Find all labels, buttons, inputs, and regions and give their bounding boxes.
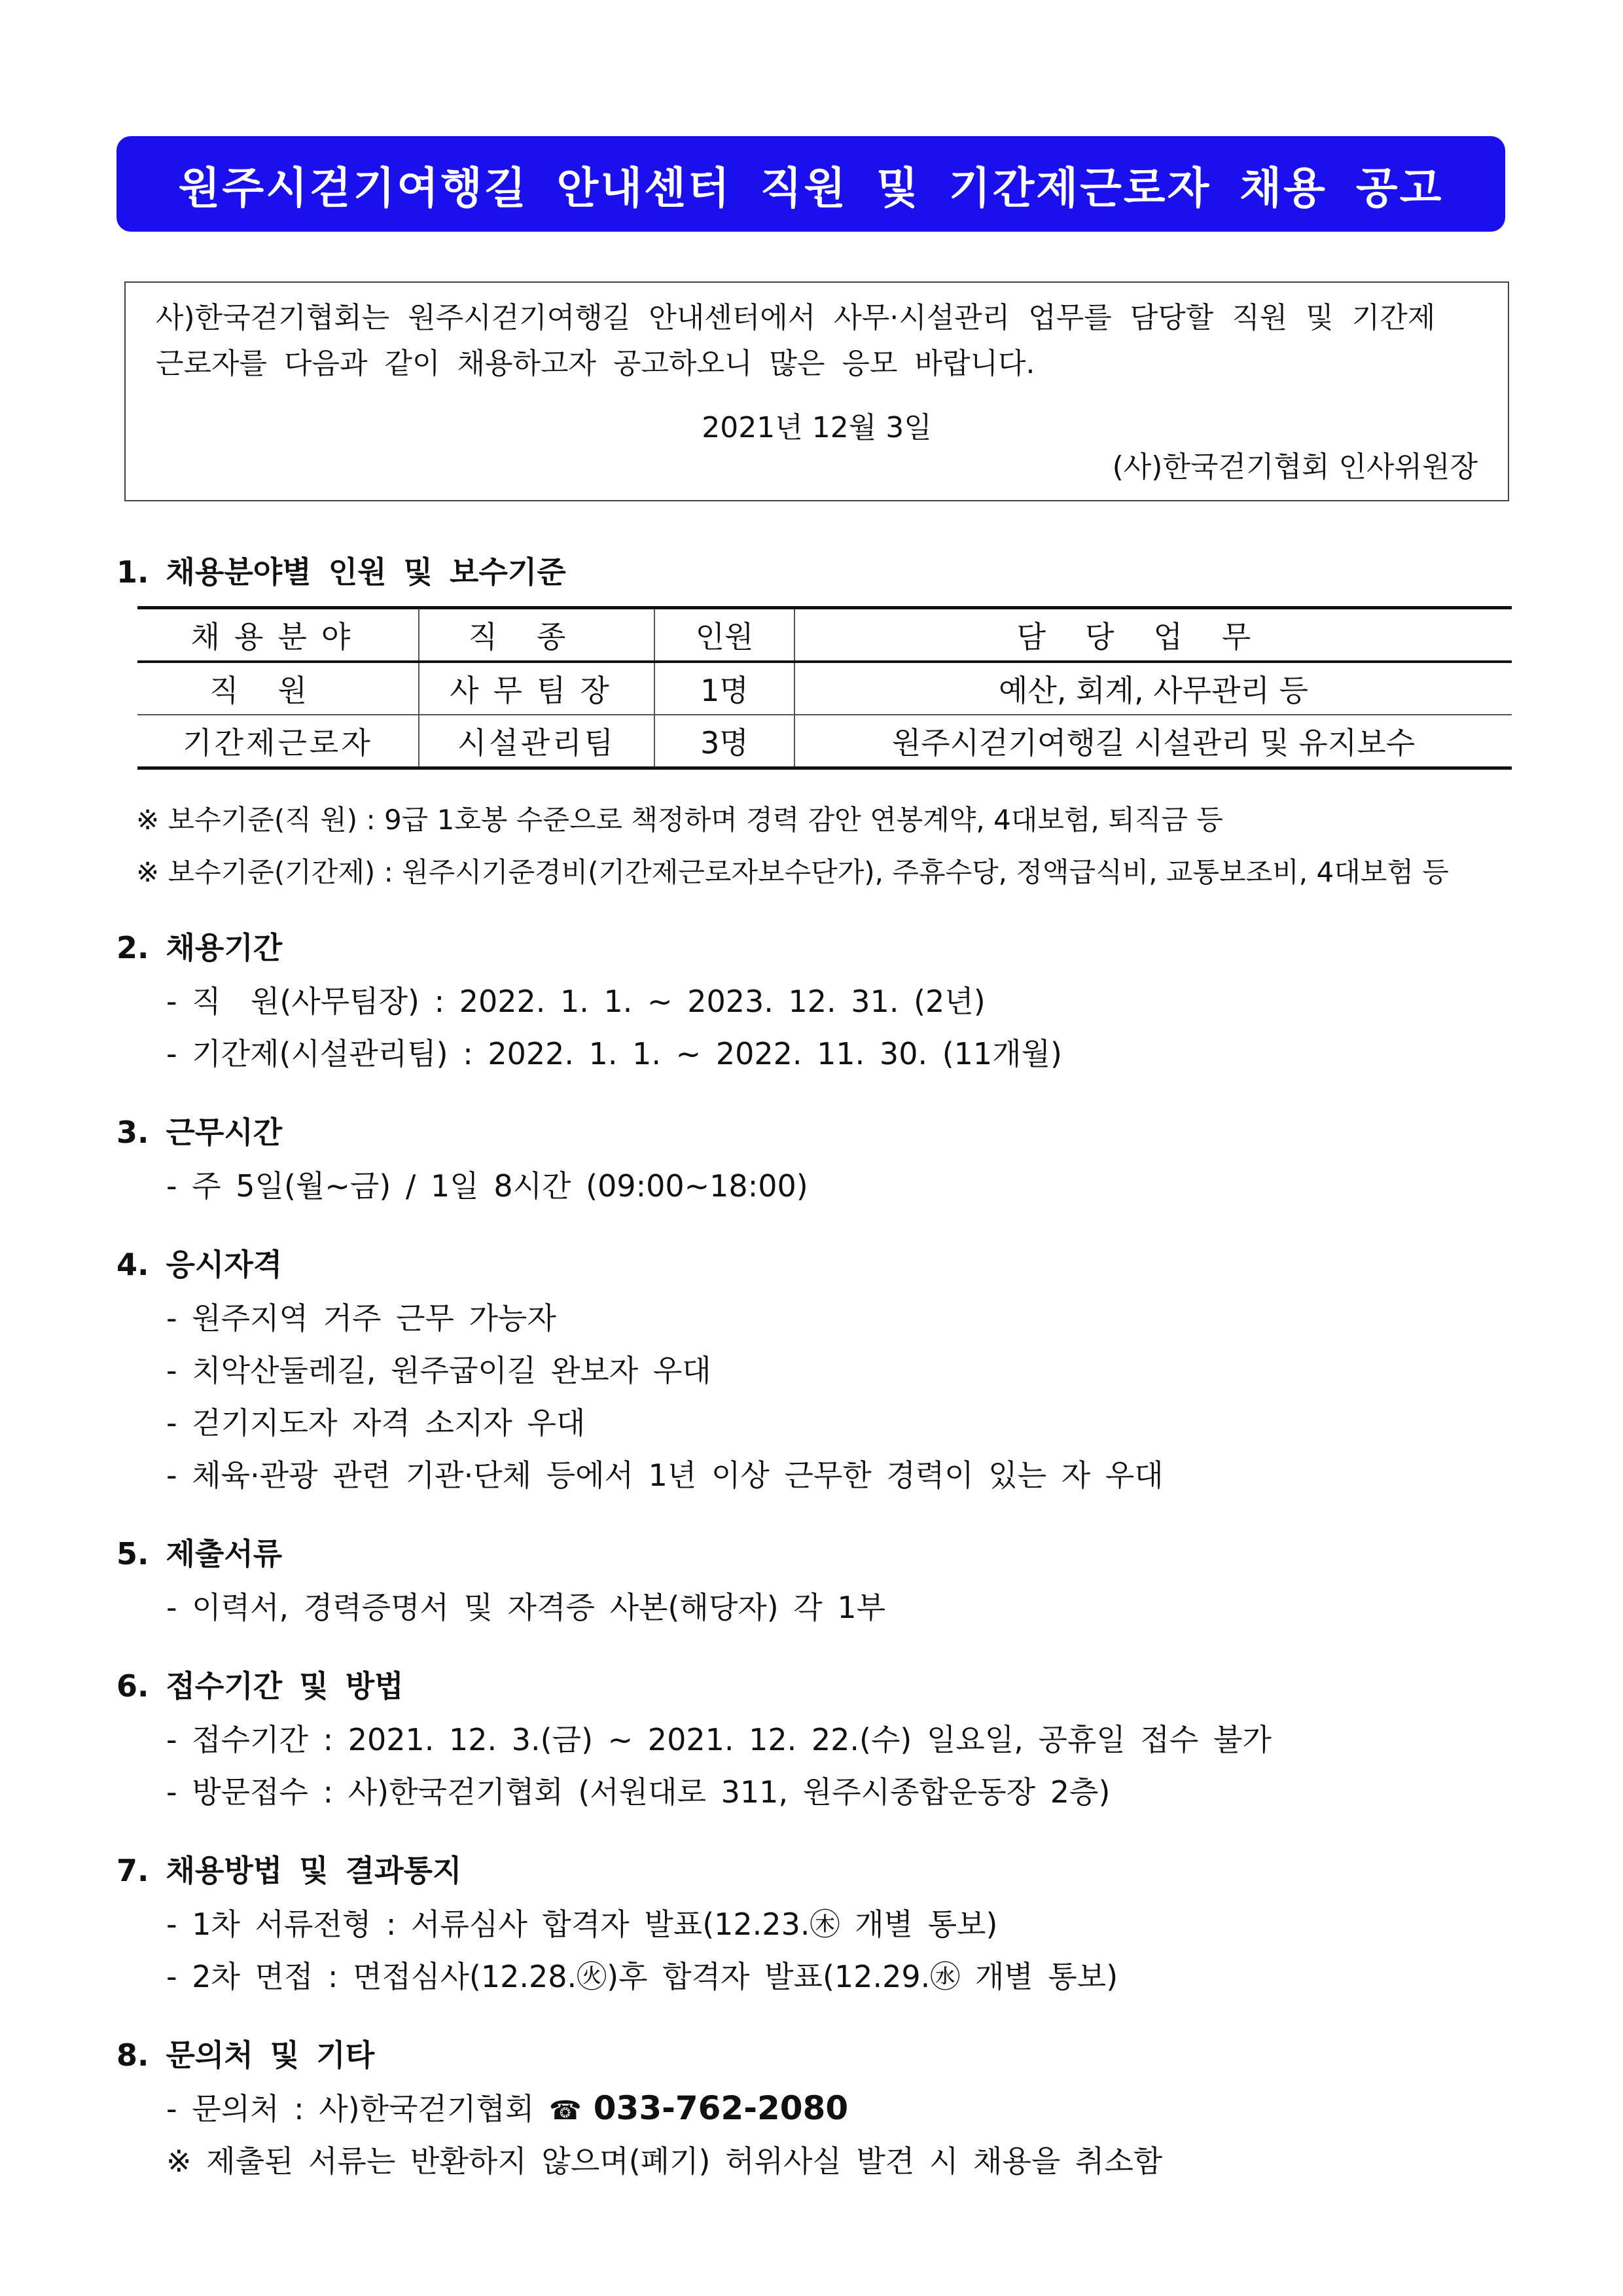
list-item: - 직 원(사무팀장) : 2022. 1. 1. ~ 2023. 12. 31. (2년) (166, 984, 986, 1019)
phone-number[interactable]: 033-762-2080 (593, 2089, 849, 2127)
announcement-date: 2021년 12월 3일 (702, 411, 932, 444)
cell-duties: 원주시걷기여행길 시설관리 및 유지보수 (794, 715, 1512, 768)
header-duties: 담당업무 (794, 608, 1512, 662)
list-item: - 체육·관광 관련 기관·단체 등에서 1년 이상 근무한 경력이 있는 자 우대 (166, 1458, 1164, 1493)
intro-box (124, 281, 1509, 501)
section-heading-2: 2. 채용기간 (116, 930, 283, 965)
header-job-type: 직종 (419, 608, 654, 662)
signatory: (사)한국걷기협회 인사위원장 (1112, 450, 1478, 484)
cell-duties: 예산, 회계, 사무관리 등 (794, 662, 1512, 715)
cell-job-type: 시설관리팀 (419, 715, 654, 768)
list-item: - 치악산둘레길, 원주굽이길 완보자 우대 (166, 1353, 711, 1388)
cell-field: 직원 (137, 662, 419, 715)
section-heading-5: 5. 제출서류 (116, 1536, 283, 1571)
header-field: 채용분야 (137, 608, 419, 662)
cell-headcount: 3명 (654, 715, 794, 768)
section-heading-7: 7. 채용방법 및 결과통지 (116, 1853, 462, 1888)
telephone-icon: ☎ (548, 2096, 582, 2126)
section-heading-8: 8. 문의처 및 기타 (116, 2037, 375, 2073)
list-item: - 방문접수 : 사)한국걷기협회 (서원대로 311, 원주시종합운동장 2층) (166, 1774, 1111, 1810)
contact-label: - 문의처 : 사)한국걷기협회 (166, 2091, 535, 2126)
contact-line (166, 2085, 848, 2128)
table-row (137, 662, 1512, 715)
cell-job-type: 사무팀장 (419, 662, 654, 715)
section-heading-6: 6. 접수기간 및 방법 (116, 1668, 404, 1704)
salary-note-staff: ※ 보수기준(직 원) : 9급 1호봉 수준으로 책정하며 경력 감안 연봉계약, 4대보험, 퇴직금 등 (136, 804, 1223, 836)
list-item: - 1차 서류전형 : 서류심사 합격자 발표(12.23.㊍ 개별 통보) (166, 1907, 998, 1942)
cell-field: 기간제근로자 (137, 715, 419, 768)
list-item: - 접수기간 : 2021. 12. 3.(금) ~ 2021. 12. 22.(수) 일요일, 공휴일 접수 불가 (166, 1722, 1272, 1757)
section-heading-3: 3. 근무시간 (116, 1115, 283, 1150)
salary-note-temporary: ※ 보수기준(기간제) : 원주시기준경비(기간제근로자보수단가), 주휴수당, 정액급식비, 교통보조비, 4대보험 등 (136, 856, 1449, 888)
table-row (137, 715, 1512, 768)
intro-text-line-1: 사)한국걷기협회는 원주시걷기여행길 안내센터에서 사무·시설관리 업무를 담당할 직원 및 기간제 (156, 301, 1436, 334)
list-item: - 2차 면접 : 면접심사(12.28.㊋)후 합격자 발표(12.29.㊌ 개별 통보) (166, 1959, 1118, 1994)
list-item: - 기간제(시설관리팀) : 2022. 1. 1. ~ 2022. 11. 30. (11개월) (166, 1036, 1063, 1071)
disclaimer-note: ※ 제출된 서류는 반환하지 않으며(폐기) 허위사실 발견 시 채용을 취소함 (166, 2144, 1163, 2179)
header-headcount: 인원 (654, 608, 794, 662)
page-title: 원주시걷기여행길 안내센터 직원 및 기간제근로자 채용 공고 (178, 162, 1444, 213)
section-heading-1: 1. 채용분야별 인원 및 보수기준 (116, 554, 566, 590)
list-item: - 원주지역 거주 근무 가능자 (166, 1300, 556, 1336)
cell-headcount: 1명 (654, 662, 794, 715)
list-item: - 걷기지도자 자격 소지자 우대 (166, 1405, 586, 1441)
intro-text-line-2: 근로자를 다음과 같이 채용하고자 공고하오니 많은 응모 바랍니다. (156, 347, 1035, 380)
list-item: - 이력서, 경력증명서 및 자격증 사본(해당자) 각 1부 (166, 1590, 886, 1625)
list-item: - 주 5일(월~금) / 1일 8시간 (09:00~18:00) (166, 1168, 808, 1204)
table-header-row (137, 608, 1512, 662)
recruitment-table (137, 606, 1512, 770)
title-banner (116, 136, 1505, 232)
section-heading-4: 4. 응시자격 (116, 1247, 283, 1282)
